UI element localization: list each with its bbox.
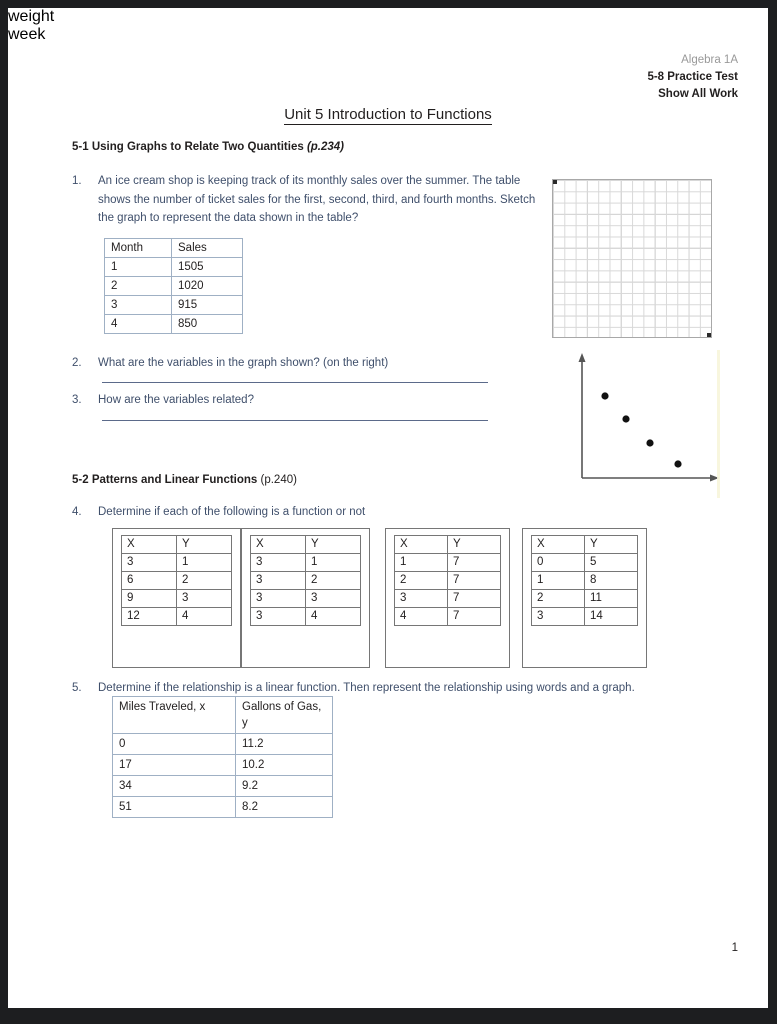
y-axis-arrow: [579, 353, 586, 362]
column-header-x: X: [122, 536, 177, 554]
table-row: [113, 697, 333, 734]
column-header-x: X: [395, 536, 448, 554]
question-4-text: Determine if each of the following is a function or not: [98, 506, 366, 518]
cell-x: 3: [395, 590, 448, 608]
cell-x: 1: [532, 572, 585, 590]
table-row: [122, 608, 232, 626]
cell-x: 4: [395, 608, 448, 626]
question-3: [72, 391, 542, 410]
document-page: [8, 8, 768, 1008]
cell-x: 2: [395, 572, 448, 590]
grid-corner-marker-top-left: [553, 180, 557, 184]
column-header-y: Y: [177, 536, 232, 554]
month-sales-table: [104, 238, 243, 334]
scatter-plot-svg: [536, 350, 721, 500]
function-table-box-4: [522, 528, 647, 668]
cell-x: 3: [251, 554, 306, 572]
header-test-name: 5-8 Practice Test: [647, 71, 738, 83]
section-5-1-ref: (p.234): [306, 141, 345, 153]
table-row: [395, 608, 501, 626]
selection-artifact-stripe: [717, 350, 720, 498]
cell-x: 3: [251, 608, 306, 626]
cell-y: 7: [448, 554, 501, 572]
cell-month: 3: [105, 296, 172, 315]
page-title-text: Unit 5 Introduction to Functions: [284, 106, 492, 123]
table-row: [113, 776, 333, 797]
cell-month: 1: [105, 258, 172, 277]
question-5: [72, 679, 722, 698]
cell-x: 3: [532, 608, 585, 626]
scatter-x-axis-label: week: [8, 26, 46, 43]
question-3-number: 3.: [72, 394, 82, 406]
header-instruction: Show All Work: [658, 88, 738, 100]
column-header-gallons: Gallons of Gas, y: [236, 697, 333, 734]
header-course: Algebra 1A: [681, 54, 738, 66]
table-row: [105, 277, 243, 296]
column-header-y: Y: [585, 536, 638, 554]
cell-y: 7: [448, 608, 501, 626]
cell-x: 3: [251, 572, 306, 590]
table-row: [105, 258, 243, 277]
cell-gallons: 8.2: [236, 797, 333, 818]
page-number: 1: [731, 942, 738, 954]
blank-graph-grid: [552, 179, 712, 338]
column-header-month: Month: [105, 239, 172, 258]
cell-miles: 0: [113, 734, 236, 755]
table-row: [122, 554, 232, 572]
question-4-number: 4.: [72, 506, 82, 518]
column-header-miles: Miles Traveled, x: [113, 697, 236, 734]
function-table-2: [250, 535, 361, 626]
column-header-x: X: [251, 536, 306, 554]
section-5-2-ref: (p.240): [260, 474, 297, 486]
question-3-text: How are the variables related?: [98, 394, 254, 406]
cell-y: 5: [585, 554, 638, 572]
cell-miles: 51: [113, 797, 236, 818]
question-1-text: An ice cream shop is keeping track of its monthly sales over the summer. The table shows the number of ticket sales for the first, second, third, and fourth months. Sketch the graph to represent the data shown in the table?: [98, 175, 536, 224]
question-5-number: 5.: [72, 682, 82, 694]
section-5-2-title: 5-2 Patterns and Linear Functions: [72, 474, 261, 486]
table-row: [532, 608, 638, 626]
cell-x: 9: [122, 590, 177, 608]
grid-corner-marker-bottom-right: [707, 333, 711, 337]
question-2-text: What are the variables in the graph shown? (on the right): [98, 357, 389, 369]
miles-gas-table: [112, 696, 333, 818]
table-row: [122, 590, 232, 608]
data-point: [622, 415, 629, 422]
page-title: [8, 106, 768, 123]
column-header-sales: Sales: [172, 239, 243, 258]
question-1: [72, 172, 542, 228]
question-2: [72, 354, 542, 373]
cell-y: 3: [306, 590, 361, 608]
table-row: [532, 590, 638, 608]
table-row: [251, 554, 361, 572]
cell-y: 4: [306, 608, 361, 626]
table-row: [395, 554, 501, 572]
cell-x: 6: [122, 572, 177, 590]
table-row: [532, 554, 638, 572]
table-row: [113, 797, 333, 818]
table-row: [532, 536, 638, 554]
scatter-plot-weight-vs-week: [536, 350, 721, 500]
question-5-text: Determine if the relationship is a linear function. Then represent the relationship using words and a graph.: [98, 682, 635, 694]
table-row: [395, 572, 501, 590]
cell-x: 0: [532, 554, 585, 572]
table-row: [122, 572, 232, 590]
cell-x: 3: [251, 590, 306, 608]
table-row: [105, 296, 243, 315]
cell-month: 4: [105, 315, 172, 334]
cell-x: 2: [532, 590, 585, 608]
table-row: [532, 572, 638, 590]
cell-miles: 17: [113, 755, 236, 776]
cell-y: 7: [448, 590, 501, 608]
cell-y: 3: [177, 590, 232, 608]
cell-sales: 915: [172, 296, 243, 315]
table-row: [251, 536, 361, 554]
table-row: [251, 608, 361, 626]
table-row: [105, 239, 243, 258]
column-header-y: Y: [306, 536, 361, 554]
cell-gallons: 9.2: [236, 776, 333, 797]
table-row: [395, 590, 501, 608]
data-point: [601, 392, 608, 399]
table-row: [105, 315, 243, 334]
question-2-number: 2.: [72, 357, 82, 369]
cell-y: 14: [585, 608, 638, 626]
section-5-1-title: 5-1 Using Graphs to Relate Two Quantities: [72, 141, 307, 153]
cell-y: 8: [585, 572, 638, 590]
section-heading-5-1: [72, 141, 344, 153]
cell-y: 11: [585, 590, 638, 608]
data-point: [674, 460, 681, 467]
cell-miles: 34: [113, 776, 236, 797]
cell-month: 2: [105, 277, 172, 296]
cell-x: 3: [122, 554, 177, 572]
column-header-x: X: [532, 536, 585, 554]
cell-gallons: 10.2: [236, 755, 333, 776]
document-header: [647, 52, 738, 103]
function-table-box-1: [112, 528, 241, 668]
cell-gallons: 11.2: [236, 734, 333, 755]
table-row: [122, 536, 232, 554]
table-row: [251, 590, 361, 608]
section-heading-5-2: [72, 474, 297, 486]
cell-sales: 1020: [172, 277, 243, 296]
table-row: [251, 572, 361, 590]
cell-y: 4: [177, 608, 232, 626]
scatter-y-axis-label: weight: [8, 8, 55, 25]
function-table-3: [394, 535, 501, 626]
cell-x: 12: [122, 608, 177, 626]
cell-x: 1: [395, 554, 448, 572]
cell-y: 1: [306, 554, 361, 572]
table-row: [395, 536, 501, 554]
question-4: [72, 503, 542, 522]
column-header-y: Y: [448, 536, 501, 554]
answer-line-question-2[interactable]: [102, 382, 488, 383]
function-table-box-3: [385, 528, 510, 668]
table-row: [113, 734, 333, 755]
cell-sales: 850: [172, 315, 243, 334]
answer-line-question-3[interactable]: [102, 420, 488, 421]
cell-y: 2: [177, 572, 232, 590]
question-1-number: 1.: [72, 175, 82, 187]
function-table-4: [531, 535, 638, 626]
data-point: [646, 439, 653, 446]
cell-y: 2: [306, 572, 361, 590]
cell-sales: 1505: [172, 258, 243, 277]
cell-y: 7: [448, 572, 501, 590]
function-table-1: [121, 535, 232, 626]
table-row: [113, 755, 333, 776]
cell-y: 1: [177, 554, 232, 572]
function-table-box-2: [241, 528, 370, 668]
